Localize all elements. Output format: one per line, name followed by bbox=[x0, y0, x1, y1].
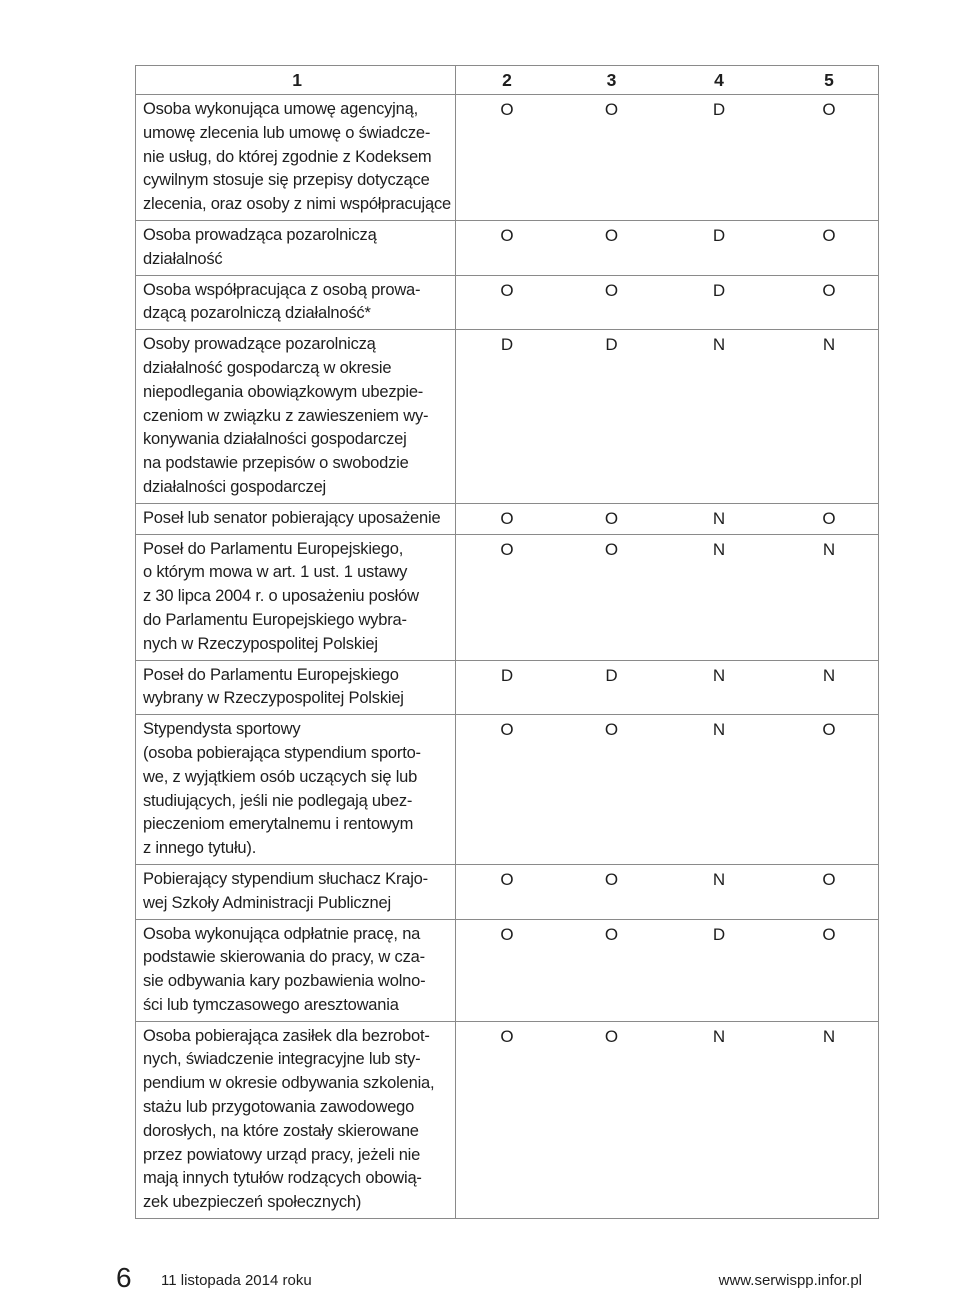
row-value-col-4: N bbox=[712, 539, 726, 559]
row-values bbox=[456, 95, 885, 220]
header-col-4: 4 bbox=[714, 70, 724, 90]
row-values bbox=[456, 276, 885, 330]
header-col-1: 1 bbox=[136, 66, 456, 94]
row-values bbox=[456, 865, 885, 919]
row-value-col-5: N bbox=[822, 665, 836, 685]
row-value-col-5: O bbox=[822, 100, 836, 119]
row-value-col-5: O bbox=[822, 280, 836, 300]
row-value-col-3: O bbox=[604, 280, 619, 300]
row-value-col-2: O bbox=[500, 720, 514, 740]
table-row bbox=[136, 1022, 878, 1218]
row-label: Poseł do Parlamentu Europejskiego wybrany w Rzeczypospolitej Polskiej bbox=[136, 661, 456, 715]
row-value-col-2: O bbox=[500, 100, 514, 119]
row-value-col-5: O bbox=[822, 720, 836, 740]
website-url[interactable]: www.serwispp.infor.pl bbox=[718, 1272, 862, 1289]
row-value-col-2: O bbox=[500, 280, 514, 300]
row-value-col-4: D bbox=[712, 924, 726, 944]
row-label: Stypendysta sportowy (osoba pobierająca stypendium sporto- we, z wyjątkiem osób uczących się lub studiujących, jeśli nie podlegają ubez- pieczeniom emerytalnemu i rentowym z innego tytułu). bbox=[136, 715, 456, 864]
header-values bbox=[456, 66, 885, 94]
row-value-col-3: O bbox=[604, 869, 619, 889]
row-value-col-3: D bbox=[605, 665, 618, 685]
table-row bbox=[136, 715, 878, 865]
row-label: Osoba wykonująca umowę agencyjną, umowę zlecenia lub umowę o świadcze- nie usług, do której zgodnie z Kodeksem cywilnym stosuje się przepisy dotyczące zlecenia, oraz osoby z nimi współpracujące bbox=[136, 95, 456, 220]
row-value-col-3: O bbox=[604, 1026, 619, 1046]
row-value-col-5: O bbox=[822, 508, 836, 528]
row-label: Poseł lub senator pobierający uposażenie bbox=[136, 504, 456, 534]
row-value-col-4: D bbox=[712, 225, 726, 245]
table-row bbox=[136, 920, 878, 1022]
table-row bbox=[136, 276, 878, 331]
header-col-2: 2 bbox=[502, 70, 512, 90]
row-values bbox=[456, 920, 885, 1021]
row-value-col-4: N bbox=[712, 665, 726, 685]
row-label: Osoby prowadzące pozarolniczą działalność gospodarczą w okresie niepodlegania obowiązkowym ubezpie- czeniom w związku z zawieszeniem wy- konywania działalności gospodarczej na podstawie przepisów o swobodzie działalności gospodarczej bbox=[136, 330, 456, 503]
row-value-col-5: O bbox=[822, 924, 836, 944]
row-value-col-5: O bbox=[822, 225, 836, 245]
table-row bbox=[136, 535, 878, 661]
row-label: Osoba prowadząca pozarolniczą działalność bbox=[136, 221, 456, 275]
row-value-col-4: N bbox=[712, 1026, 726, 1046]
row-value-col-4: D bbox=[712, 280, 726, 300]
insurance-table bbox=[135, 65, 879, 1219]
table-row bbox=[136, 221, 878, 276]
row-value-col-2: O bbox=[500, 1026, 514, 1046]
row-values bbox=[456, 330, 885, 503]
row-values bbox=[456, 1022, 885, 1218]
table-row bbox=[136, 661, 878, 716]
row-label: Osoba współpracująca z osobą prowa- dzącą pozarolniczą działalność* bbox=[136, 276, 456, 330]
row-value-col-2: O bbox=[500, 539, 514, 559]
row-values bbox=[456, 661, 885, 715]
table-header-row bbox=[136, 66, 878, 95]
row-values bbox=[456, 504, 885, 534]
table-row bbox=[136, 504, 878, 535]
row-value-col-5: N bbox=[822, 1026, 836, 1046]
row-label: Osoba pobierająca zasiłek dla bezrobot- nych, świadczenie integracyjne lub sty- pendium w okresie odbywania szkolenia, stażu lub przygotowania zawodowego dorosłych, na które zostały skierowane przez powiatowy urząd pracy, jeżeli nie mają innych tytułów rodzących obowią- zek ubezpieczeń społecznych) bbox=[136, 1022, 456, 1218]
row-value-col-3: O bbox=[604, 539, 619, 559]
row-value-col-4: D bbox=[712, 100, 726, 119]
row-value-col-5: N bbox=[822, 539, 836, 559]
page-number: 6 bbox=[116, 1262, 132, 1293]
issue-date: 11 listopada 2014 roku bbox=[161, 1272, 312, 1289]
row-value-col-2: D bbox=[500, 665, 514, 685]
row-value-col-5: N bbox=[822, 335, 836, 355]
row-value-col-3: O bbox=[604, 924, 619, 944]
row-value-col-2: O bbox=[500, 225, 514, 245]
table-row bbox=[136, 865, 878, 920]
row-value-col-4: N bbox=[712, 720, 726, 740]
row-value-col-3: O bbox=[604, 720, 619, 740]
table-row bbox=[136, 95, 878, 221]
row-values bbox=[456, 535, 885, 660]
row-value-col-3: O bbox=[604, 508, 619, 528]
row-value-col-3: O bbox=[604, 225, 619, 245]
row-value-col-4: N bbox=[712, 508, 726, 528]
table-body bbox=[136, 95, 878, 1218]
row-value-col-2: O bbox=[500, 508, 514, 528]
row-value-col-4: N bbox=[712, 869, 726, 889]
row-value-col-2: O bbox=[500, 924, 514, 944]
header-col-3: 3 bbox=[606, 70, 617, 90]
row-value-col-2: D bbox=[500, 335, 514, 355]
row-value-col-4: N bbox=[712, 335, 726, 355]
row-value-col-2: O bbox=[500, 869, 514, 889]
row-value-col-3: O bbox=[604, 100, 619, 119]
header-col-5: 5 bbox=[824, 70, 834, 90]
row-label: Osoba wykonująca odpłatnie pracę, na podstawie skierowania do pracy, w cza- sie odbywania kary pozbawienia wolno- ści lub tymczasowego aresztowania bbox=[136, 920, 456, 1021]
row-label: Poseł do Parlamentu Europejskiego, o którym mowa w art. 1 ust. 1 ustawy z 30 lipca 2004 r. o uposażeniu posłów do Parlamentu Europejskiego wybra- nych w Rzeczypospolitej Polskiej bbox=[136, 535, 456, 660]
row-values bbox=[456, 715, 885, 864]
row-label: Pobierający stypendium słuchacz Krajo- wej Szkoły Administracji Publicznej bbox=[136, 865, 456, 919]
row-value-col-3: D bbox=[605, 335, 618, 355]
table-row bbox=[136, 330, 878, 504]
row-values bbox=[456, 221, 885, 275]
row-value-col-5: O bbox=[822, 869, 836, 889]
